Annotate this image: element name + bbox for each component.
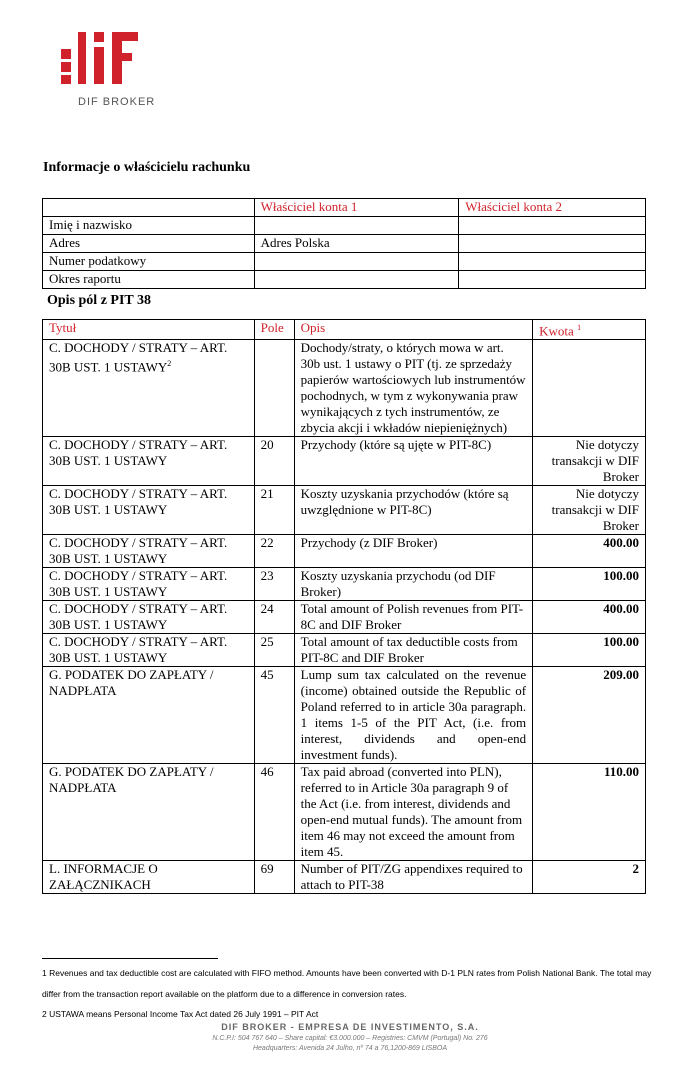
pit-opis: Total amount of Polish revenues from PIT-8C and DIF Broker — [294, 601, 533, 634]
pit-tytul-text: C. DOCHODY / STRATY – ART. 30B UST. 1 USTAWY — [49, 340, 228, 375]
owner-header-empty — [43, 199, 255, 217]
pit-opis: Przychody (z DIF Broker) — [294, 535, 533, 568]
pit-kwota: 2 — [533, 861, 646, 894]
pit-opis: Dochody/straty, o których mowa w art. 30b ust. 1 ustawy o PIT (tj. ze sprzedaży papierów wartościowych lub instrumentów pochodnych, w tym z wykonywania praw wynikających z tych instrumentów, ze zbycia akcji i wkładów niepieniężnych) — [294, 340, 533, 437]
owner-header-2: Właściciel konta 2 — [459, 199, 646, 217]
pit-pole: 20 — [254, 437, 294, 486]
owner-row-address — [43, 235, 646, 253]
owner-header-row — [43, 199, 646, 217]
pit-kwota: Nie dotyczy transakcji w DIF Broker — [533, 437, 646, 486]
pit-row — [43, 601, 646, 634]
pit-tytul: C. DOCHODY / STRATY – ART. 30B UST. 1 USTAWY — [43, 535, 255, 568]
owner-value-1 — [254, 217, 459, 235]
pit-tytul: C. DOCHODY / STRATY – ART. 30B UST. 1 USTAWY — [43, 437, 255, 486]
pit-tytul: L. INFORMACJE O ZAŁĄCZNIKACH — [43, 861, 255, 894]
pit-opis: Lump sum tax calculated on the revenue (income) obtained outside the Republic of Poland referred to in article 30a paragraph. 1 items 1-5 of the PIT Act, (i.e. from interest, dividends and open-end investment funds). — [294, 667, 533, 764]
owner-value-1: Adres Polska — [254, 235, 459, 253]
logo-f-top — [112, 32, 138, 41]
footnote-ref-2: 2 — [167, 359, 172, 369]
owner-value-2 — [459, 217, 646, 235]
owner-value-1 — [254, 271, 459, 289]
pit-pole — [254, 340, 294, 437]
owner-header-1: Właściciel konta 1 — [254, 199, 459, 217]
pit-tytul: C. DOCHODY / STRATY – ART. 30B UST. 1 USTAWY — [43, 634, 255, 667]
pit-pole: 69 — [254, 861, 294, 894]
pit-row — [43, 667, 646, 764]
logo-text: DIF BROKER — [78, 96, 156, 108]
pit-kwota: 100.00 — [533, 634, 646, 667]
logo-f-mid — [112, 53, 132, 61]
pit-pole: 25 — [254, 634, 294, 667]
footnote-divider — [42, 958, 218, 959]
pit-kwota: 110.00 — [533, 764, 646, 861]
pit-pole: 22 — [254, 535, 294, 568]
pit-section-title: Opis pól z PIT 38 — [47, 293, 151, 308]
owner-row-name — [43, 217, 646, 235]
pit-opis: Tax paid abroad (converted into PLN), referred to in Article 30a paragraph 9 of the Act (i.e. from interest, dividends and open-end mutual funds). The amount from item 46 may not exceed the amount from item 45. — [294, 764, 533, 861]
pit-pole: 24 — [254, 601, 294, 634]
pit-pole: 45 — [254, 667, 294, 764]
pit-header-kwota — [533, 320, 646, 340]
logo-d-dot2 — [61, 62, 71, 72]
footnote-2: 2 USTAWA means Personal Income Tax Act dated 26 July 1991 – PIT Act — [42, 1009, 319, 1019]
pit-header-row — [43, 320, 646, 340]
pit-kwota: 209.00 — [533, 667, 646, 764]
company-registry: N.C.P.I: 504 767 640 – Share capital: €3.000.000 – Registries: CMVM (Portugal) No. 276 — [212, 1035, 488, 1042]
owner-table — [42, 198, 646, 289]
pit-tytul: C. DOCHODY / STRATY – ART. 30B UST. 1 USTAWY — [43, 486, 255, 535]
company-headquarters: Headquarters: Avenida 24 Julho, nº 74 a 76,1200-869 LISBOA — [252, 1045, 448, 1052]
pit-tytul: G. PODATEK DO ZAPŁATY / NADPŁATA — [43, 764, 255, 861]
pit-pole: 21 — [254, 486, 294, 535]
owner-section-title: Informacje o właścicielu rachunku — [43, 160, 251, 175]
pit-row — [43, 634, 646, 667]
pit-tytul: G. PODATEK DO ZAPŁATY / NADPŁATA — [43, 667, 255, 764]
footnote-ref-1: 1 — [577, 323, 582, 332]
pit-opis: Przychody (które są ujęte w PIT-8C) — [294, 437, 533, 486]
owner-value-2 — [459, 253, 646, 271]
owner-label: Imię i nazwisko — [43, 217, 255, 235]
owner-value-2 — [459, 235, 646, 253]
logo-d-dot3 — [61, 75, 71, 84]
pit-row — [43, 861, 646, 894]
pit-opis: Koszty uzyskania przychodów (które są uwzględnione w PIT-8C) — [294, 486, 533, 535]
logo-i-stem — [94, 47, 104, 84]
pit-header-tytul: Tytuł — [43, 320, 255, 340]
pit-row — [43, 764, 646, 861]
owner-value-1 — [254, 253, 459, 271]
owner-label: Adres — [43, 235, 255, 253]
logo-i-dot — [94, 32, 104, 42]
owner-row-tax-number — [43, 253, 646, 271]
pit-row — [43, 486, 646, 535]
logo-d-dot1 — [61, 49, 71, 59]
pit-kwota — [533, 340, 646, 437]
logo-d-stem — [78, 32, 86, 84]
pit-kwota: 400.00 — [533, 535, 646, 568]
pit-table — [42, 319, 646, 894]
pit-pole: 46 — [254, 764, 294, 861]
pit-header-pole: Pole — [254, 320, 294, 340]
pit-opis: Total amount of tax deductible costs from PIT-8C and DIF Broker — [294, 634, 533, 667]
pit-tytul: C. DOCHODY / STRATY – ART. 30B UST. 1 USTAWY — [43, 601, 255, 634]
pit-opis: Number of PIT/ZG appendixes required to attach to PIT-38 — [294, 861, 533, 894]
footnote-1: 1 Revenues and tax deductible cost are calculated with FIFO method. Amounts have been converted with D-1 PLN rates from Polish National Bank. The total may differ from the transaction report available on the platform due to a difference in conversion rates. — [42, 968, 652, 999]
pit-header-opis: Opis — [294, 320, 533, 340]
owner-row-period — [43, 271, 646, 289]
pit-tytul — [43, 340, 255, 437]
owner-value-2 — [459, 271, 646, 289]
pit-row — [43, 535, 646, 568]
pit-kwota: Nie dotyczy transakcji w DIF Broker — [533, 486, 646, 535]
pit-kwota: 100.00 — [533, 568, 646, 601]
pit-row — [43, 568, 646, 601]
pit-tytul: C. DOCHODY / STRATY – ART. 30B UST. 1 USTAWY — [43, 568, 255, 601]
company-name: DIF BROKER - EMPRESA DE INVESTIMENTO, S.A. — [221, 1022, 479, 1032]
owner-label: Okres raportu — [43, 271, 255, 289]
owner-label: Numer podatkowy — [43, 253, 255, 271]
pit-kwota: 400.00 — [533, 601, 646, 634]
pit-opis: Koszty uzyskania przychodu (od DIF Broker) — [294, 568, 533, 601]
pit-header-kwota-label: Kwota — [539, 323, 574, 339]
pit-pole: 23 — [254, 568, 294, 601]
pit-row — [43, 340, 646, 437]
pit-row — [43, 437, 646, 486]
